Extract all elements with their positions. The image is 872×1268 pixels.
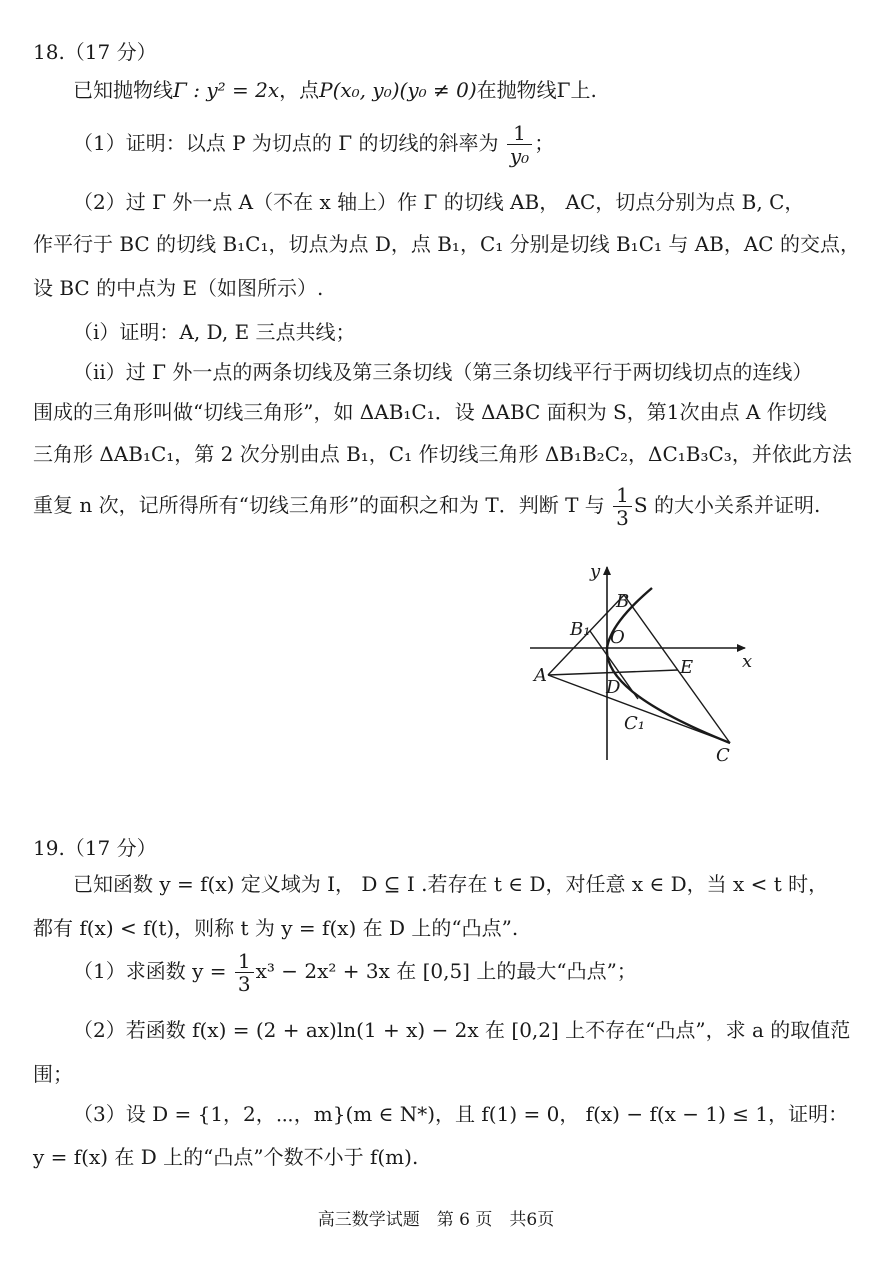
q18-part2-ii-line3: 三角形 ΔAB₁C₁，第 2 次分别由点 B₁，C₁ 作切线三角形 ΔB₁B₂C₂，ΔC₁B₃C₃，并依此方法	[33, 442, 852, 466]
q19-part3-line1: （3）设 D = {1，2，⋯，m}(m ∈ N*)，且 f(1) = 0， f(x) − f(x − 1) ≤ 1，证明：	[73, 1102, 849, 1126]
label-x: x	[742, 651, 753, 672]
tangent-triangle-figure	[520, 555, 790, 775]
q18-part2-ii-line1: （ii）过 Γ 外一点的两条切线及第三条切线（第三条切线平行于两切线切点的连线）	[73, 360, 813, 384]
q19-part1-b: x³ − 2x² + 3x 在 [0,5] 上的最大“凸点”；	[255, 959, 637, 983]
q18-part2-ii-fraction	[613, 484, 632, 529]
q19-part1-a: （1）求函数 y =	[73, 959, 227, 983]
q18-part2-line3: 设 BC 的中点为 E（如图所示）.	[33, 276, 324, 300]
q18-part2-ii-denominator: 3	[616, 506, 629, 530]
q18-header: 18.（17 分）	[33, 40, 157, 64]
q19-part1-denominator: 3	[237, 972, 251, 996]
label-B: B	[616, 591, 630, 612]
q18-stem-c: ，点	[279, 78, 320, 102]
q18-stem	[73, 76, 597, 104]
q19-line1: 已知函数 y = f(x) 定义域为 I， D ⊆ I .若存在 t ∈ D，对任意 x ∈ D，当 x < t 时，	[73, 872, 829, 896]
q18-part1-end: ；	[534, 131, 555, 155]
q19-part3-line2: y = f(x) 在 D 上的“凸点”个数不小于 f(m).	[33, 1145, 419, 1169]
label-A: A	[534, 665, 547, 686]
label-E: E	[680, 657, 694, 678]
q18-part2-ii-line4	[33, 484, 820, 529]
q18-part2-ii-line4-a: 重复 n 次，记所得所有“切线三角形”的面积之和为 T．判断 T 与	[33, 493, 605, 517]
q19-part2-line1: （2）若函数 f(x) = (2 + ax)ln(1 + x) − 2x 在 [0,2] 上不存在“凸点”，求 a 的取值范	[73, 1018, 851, 1042]
q18-stem-d: P(x₀, y₀)(y₀ ≠ 0)	[319, 78, 477, 102]
q18-part1-text: （1）证明：以点 P 为切点的 Γ 的切线的斜率为	[73, 131, 499, 155]
q19-part1	[73, 950, 637, 995]
label-O: O	[610, 627, 625, 648]
q18-part2-ii-line4-b: S 的大小关系并证明.	[633, 493, 821, 517]
q19-part1-fraction	[235, 950, 254, 995]
label-B1: B₁	[570, 619, 591, 640]
q18-part2-line1: （2）过 Γ 外一点 A（不在 x 轴上）作 Γ 的切线 AB， AC，切点分别为点 B, C，	[73, 190, 805, 214]
q18-part1-numerator: 1	[507, 122, 532, 145]
label-C: C	[716, 745, 730, 766]
q18-part1	[73, 122, 554, 167]
label-y: y	[590, 561, 601, 582]
page-footer: 高三数学试题 第 6 页 共6页	[317, 1210, 555, 1230]
q18-part1-fraction	[507, 122, 532, 167]
q18-part1-denominator: y₀	[509, 144, 530, 168]
q19-part2-line2: 围；	[33, 1062, 73, 1086]
q19-part1-numerator: 1	[235, 950, 254, 973]
label-D: D	[606, 677, 621, 698]
q18-stem-e: 在抛物线Γ上.	[476, 78, 597, 102]
q19-header: 19.（17 分）	[33, 836, 157, 860]
q18-part2-ii-line2: 围成的三角形叫做“切线三角形”，如 ΔAB₁C₁．设 ΔABC 面积为 S，第1次由点 A 作切线	[33, 400, 827, 424]
q18-part2-line2: 作平行于 BC 的切线 B₁C₁，切点为点 D，点 B₁，C₁ 分别是切线 B₁C₁ 与 AB，AC 的交点，	[33, 232, 860, 256]
q18-part2-ii-numerator: 1	[613, 484, 632, 507]
q18-part2-i: （i）证明：A, D, E 三点共线；	[73, 320, 356, 344]
q18-stem-b: Γ : y² = 2x	[173, 78, 280, 102]
q19-line2: 都有 f(x) < f(t)，则称 t 为 y = f(x) 在 D 上的“凸点”.	[33, 916, 519, 940]
label-C1: C₁	[624, 713, 645, 734]
q18-stem-a: 已知抛物线	[73, 78, 173, 102]
